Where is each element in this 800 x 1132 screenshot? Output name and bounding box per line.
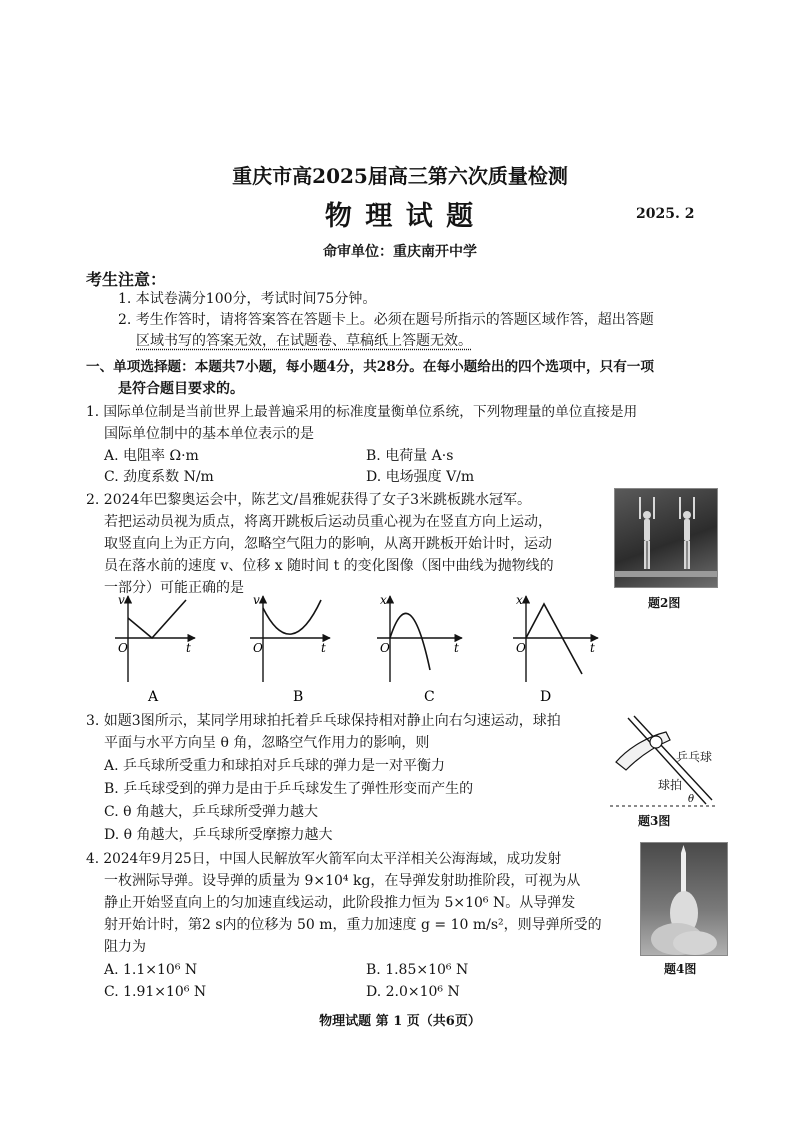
q4-figure-caption: 题4图 — [664, 962, 697, 976]
q4-option-c: C. 1.91×10⁶ N — [104, 984, 207, 1000]
q1-stem-line-2: 国际单位制中的基本单位表示的是 — [104, 426, 314, 442]
q4-stem-line-1: 4. 2024年9月25日，中国人民解放军火箭军向太平洋相关公海海域，成功发射 — [86, 851, 562, 867]
graph-a — [115, 593, 195, 705]
graph-b-curve — [263, 600, 321, 634]
graph-a-letter: A — [148, 689, 159, 705]
notice-heading: 考生注意： — [86, 270, 167, 289]
q2-stem-line-1: 2. 2024年巴黎奥运会中，陈艺文/昌雅妮获得了女子3米跳板跳水冠军。 — [86, 492, 532, 508]
section-heading: 一、单项选择题：本题共7小题，每小题4分，共28分。在每小题给出的四个选项中，只有一项 — [86, 359, 654, 375]
notice-item-2: 2. 考生作答时，请将答案答在答题卡上。必须在题号所指示的答题区域作答，超出答题 — [118, 312, 654, 328]
graph-b-xlabel: t — [321, 641, 326, 655]
theta-label: θ — [688, 794, 695, 805]
q4-stem-line-5: 阻力为 — [104, 939, 146, 955]
graph-d-curve — [526, 604, 582, 674]
graph-a-curve — [128, 600, 186, 638]
graph-d-ylabel: x — [516, 593, 523, 607]
page-footer: 物理试题 第 1 页（共6页） — [319, 1014, 481, 1029]
q4-option-a: A. 1.1×10⁶ N — [104, 962, 198, 978]
q2-stem-line-5: 一部分）可能正确的是 — [104, 580, 244, 596]
q3-ball-label: 乒乓球 — [676, 750, 713, 764]
notice-item-1: 1. 本试卷满分100分，考试时间75分钟。 — [118, 291, 377, 307]
graph-b — [250, 593, 330, 705]
graph-b-origin: O — [253, 641, 263, 655]
q3-figure-caption: 题3图 — [638, 814, 671, 828]
q4-stem-line-3: 静止开始竖直向上的匀加速直线运动，此阶段推力恒为 5×10⁶ N。从导弹发 — [104, 895, 576, 911]
q3-stem-line-2: 平面与水平方向呈 θ 角，忽略空气作用力的影响，则 — [104, 735, 430, 751]
q1-option-b: B. 电荷量 A·s — [366, 448, 454, 464]
q1-option-c: C. 劲度系数 N/m — [104, 469, 214, 485]
graph-d-origin: O — [516, 641, 526, 655]
q4-missile-photo — [640, 842, 728, 956]
subject-title: 物 理 试 题 — [324, 201, 476, 232]
graph-a-ylabel: v — [118, 593, 125, 607]
graph-c-letter: C — [424, 689, 435, 705]
graph-b-letter: B — [293, 689, 304, 705]
graph-c-ylabel: x — [380, 593, 387, 607]
q1-stem-line-1: 1. 国际单位制是当前世界上最普遍采用的标准度量衡单位系统，下列物理量的单位直接是用 — [86, 404, 638, 420]
graph-a-origin: O — [118, 641, 128, 655]
diver-silhouettes — [615, 489, 717, 587]
notice-item-2-cont: 区域书写的答案无效，在试题卷、草稿纸上答题无效。 — [136, 333, 472, 349]
graph-a-xlabel: t — [186, 641, 191, 655]
graph-d-letter: D — [540, 689, 552, 705]
section-heading-cont: 是符合题目要求的。 — [118, 381, 244, 397]
q4-option-d: D. 2.0×10⁶ N — [366, 984, 460, 1000]
q2-stem-line-3: 取竖直向上为正方向，忽略空气阻力的影响，从离开跳板开始计时，运动 — [104, 536, 552, 552]
exam-date: 2025. 2 — [636, 206, 695, 222]
q3-option-c: C. θ 角越大，乒乓球所受弹力越大 — [104, 804, 318, 820]
q3-option-a: A. 乒乓球所受重力和球拍对乒乓球的弹力是一对平衡力 — [104, 758, 446, 774]
q2-stem-line-4: 员在落水前的速度 v、位移 x 随时间 t 的变化图像（图中曲线为抛物线的 — [104, 558, 554, 574]
pingpong-ball-icon — [650, 736, 662, 748]
q1-option-a: A. 电阻率 Ω·m — [104, 448, 199, 464]
q4-option-b: B. 1.85×10⁶ N — [366, 962, 469, 978]
graph-b-ylabel: v — [253, 593, 260, 607]
q2-figure-caption: 题2图 — [648, 596, 681, 610]
graph-d — [513, 593, 598, 705]
q4-stem-line-2: 一枚洲际导弹。设导弹的质量为 9×10⁴ kg，在导弹发射助推阶段，可视为从 — [104, 873, 581, 889]
graph-d-xlabel: t — [590, 641, 595, 655]
q1-option-d: D. 电场强度 V/m — [366, 469, 475, 485]
graph-c-xlabel: t — [454, 641, 459, 655]
q3-option-b: B. 乒乓球受到的弹力是由于乒乓球发生了弹性形变而产生的 — [104, 781, 474, 797]
q2-diving-photo — [614, 488, 718, 588]
graph-c-curve — [390, 613, 430, 670]
q3-stem-line-1: 3. 如题3图所示，某同学用球拍托着乒乓球保持相对静止向右匀速运动，球拍 — [86, 713, 561, 729]
exam-title: 重庆市高2025届高三第六次质量检测 — [232, 164, 568, 188]
issuer: 命审单位：重庆南开中学 — [323, 244, 477, 260]
q2-graphs — [110, 590, 630, 710]
q4-stem-line-4: 射开始计时，第2 s内的位移为 50 m，重力加速度 g = 10 m/s²，则导弹所受的 — [104, 917, 602, 933]
q3-paddle-label: 球拍 — [658, 778, 683, 792]
missile-launch-silhouette — [641, 843, 727, 955]
q3-option-d: D. θ 角越大，乒乓球所受摩擦力越大 — [104, 827, 333, 843]
graph-c — [377, 593, 462, 705]
hand-outline — [616, 732, 670, 770]
q2-stem-line-2: 若把运动员视为质点，将离开跳板后运动员重心视为在竖直方向上运动， — [104, 514, 552, 530]
graph-c-origin: O — [380, 641, 390, 655]
